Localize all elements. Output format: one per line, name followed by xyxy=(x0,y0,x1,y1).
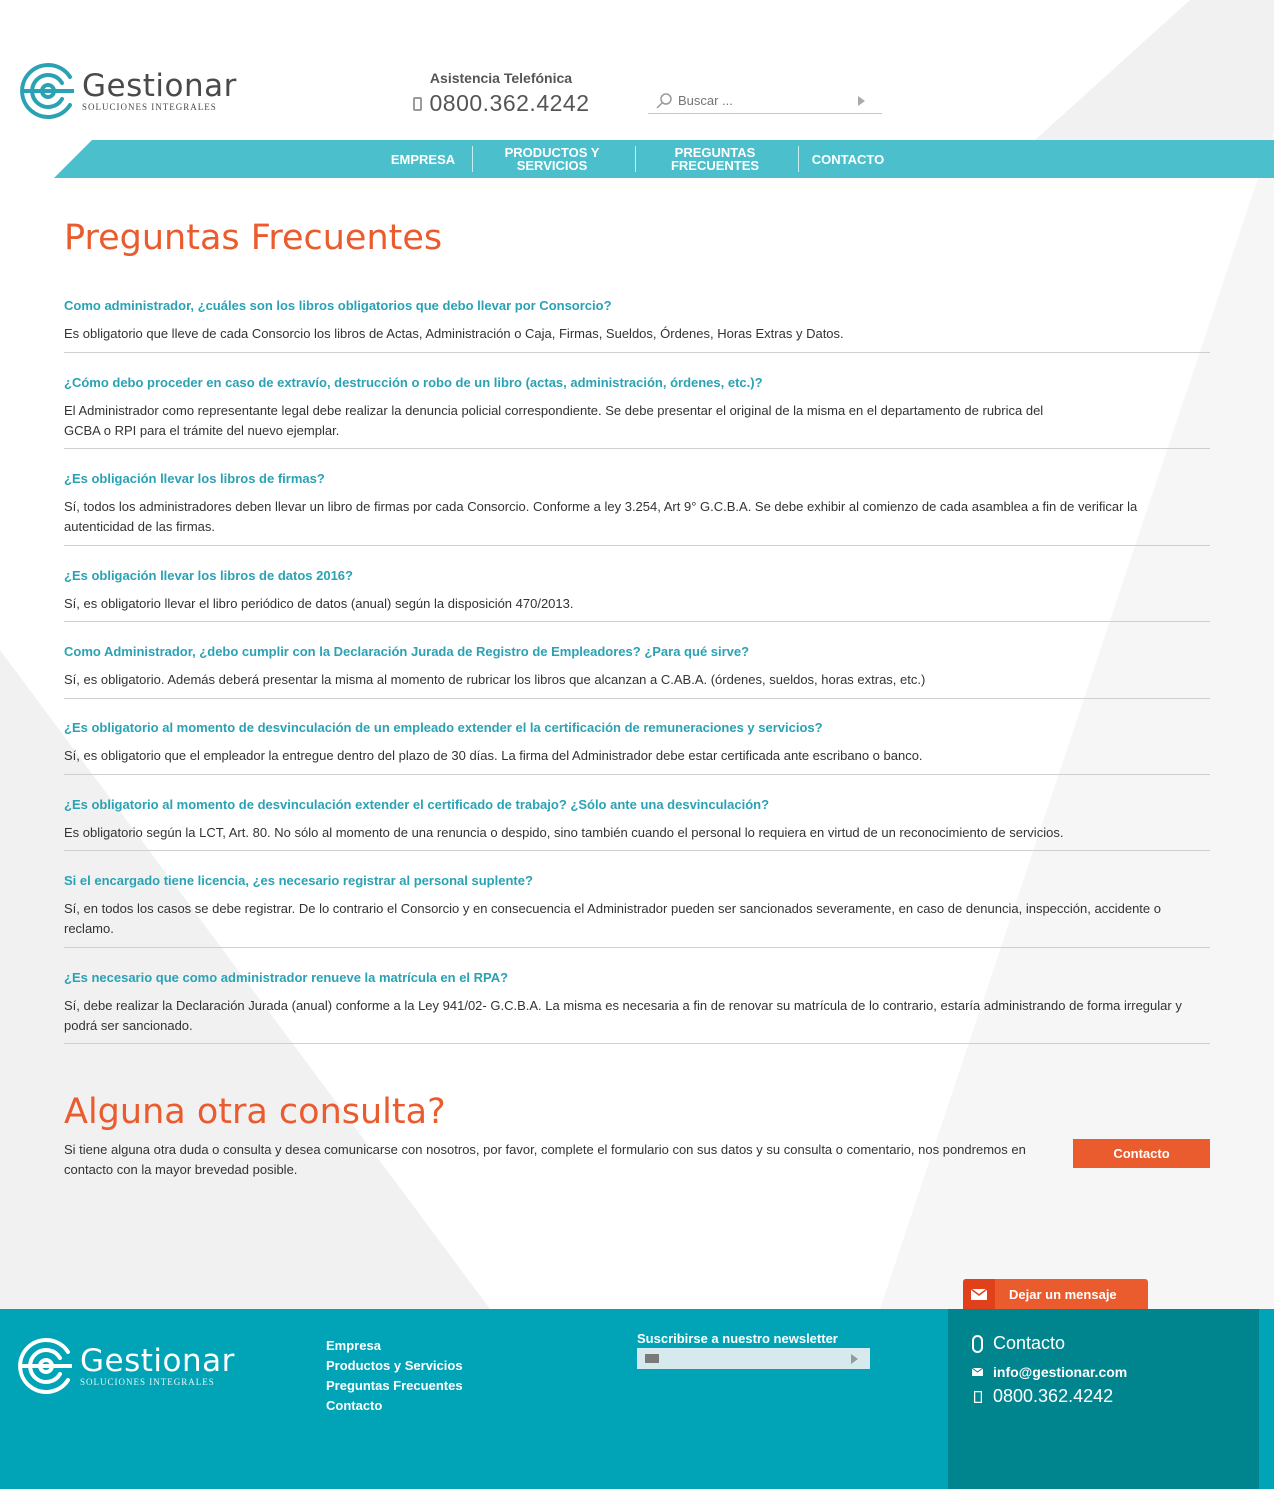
faq-answer: Sí, todos los administradores deben llevar un libro de firmas por cada Consorcio. Conforme a ley 3.254, Art 9° G.C.B.A. Se debe exhibir al comienzo de cada asamblea a fin de verificar la autenticidad de las firmas. xyxy=(64,499,1138,534)
faq-answer: Es obligatorio según la LCT, Art. 80. No sólo al momento de una renuncia o despido, sino también cuando el personal lo requiera en virtud de un reconocimiento de servicios. xyxy=(64,825,1064,840)
logo-name: Gestionar xyxy=(82,68,237,104)
phone-icon xyxy=(972,1391,983,1403)
search-bar xyxy=(648,88,882,114)
newsletter-label: Suscribirse a nuestro newsletter xyxy=(637,1331,838,1346)
consulta-text: Si tiene alguna otra duda o consulta y desea comunicarse con nosotros, por favor, complete el formulario con sus datos y su consulta o comentario, nos pondremos en contacto con la mayor brevedad posible. xyxy=(64,1142,1026,1177)
footer-contact-phone[interactable]: 0800.362.4242 xyxy=(993,1386,1114,1406)
footer-link-preguntas[interactable]: Preguntas Frecuentes xyxy=(326,1378,463,1393)
faq-item xyxy=(64,470,1210,546)
envelope-icon xyxy=(645,1354,659,1363)
phone-assistance xyxy=(396,70,606,117)
mouse-icon xyxy=(972,1335,983,1353)
gestionar-logo-icon xyxy=(16,1336,76,1396)
faq-answer: Sí, en todos los casos se debe registrar. De lo contrario el Consorcio y en consecuencia el Administrador pueden ser sancionados severamente, en caso de denuncia, inspección, accidente o reclamo. xyxy=(64,901,1161,936)
footer-contact xyxy=(972,1333,1127,1407)
faq-question: ¿Es obligación llevar los libros de datos 2016? xyxy=(64,568,353,583)
faq-answer: Sí, es obligatorio llevar el libro periódico de datos (anual) según la disposición 470/2013. xyxy=(64,596,574,611)
footer-links xyxy=(326,1336,463,1416)
leave-message-label: Dejar un mensaje xyxy=(1009,1286,1117,1302)
faq-item xyxy=(64,643,1210,699)
nav-separator xyxy=(635,146,636,172)
faq-question: Si el encargado tiene licencia, ¿es necesario registrar al personal suplente? xyxy=(64,873,533,888)
leave-message-tab[interactable] xyxy=(963,1279,1148,1309)
nav-item-preguntas[interactable]: PREGUNTAS FRECUENTES xyxy=(670,145,760,173)
faq-question: Como administrador, ¿cuáles son los libros obligatorios que debo llevar por Consorcio? xyxy=(64,298,612,313)
search-submit-icon[interactable] xyxy=(858,96,865,106)
faq-item xyxy=(64,567,1210,622)
faq-item xyxy=(64,796,1210,851)
search-icon xyxy=(654,91,674,111)
newsletter-submit-icon[interactable] xyxy=(851,1354,858,1364)
phone-number[interactable]: 0800.362.4242 xyxy=(429,90,590,116)
envelope-icon xyxy=(963,1279,995,1309)
logo-name: Gestionar xyxy=(80,1343,235,1379)
gestionar-logo-icon xyxy=(18,61,78,121)
footer-contact-email[interactable]: info@gestionar.com xyxy=(993,1364,1128,1380)
main-navigation xyxy=(54,140,1274,178)
faq-item xyxy=(64,719,1210,775)
faq-item xyxy=(64,969,1210,1044)
faq-question: ¿Es obligación llevar los libros de firmas? xyxy=(64,471,325,486)
newsletter-input[interactable] xyxy=(637,1348,870,1369)
contact-button[interactable]: Contacto xyxy=(1073,1139,1210,1168)
phone-icon xyxy=(413,97,422,111)
faq-item xyxy=(64,374,1210,449)
footer-contact-title: Contacto xyxy=(993,1333,1066,1353)
logo-subtitle: SOLUCIONES INTEGRALES xyxy=(82,102,217,112)
nav-item-empresa[interactable]: EMPRESA xyxy=(390,151,456,167)
footer-link-empresa[interactable]: Empresa xyxy=(326,1338,381,1353)
faq-answer: Sí, es obligatorio. Además deberá presentar la misma al momento de rubricar los libros que alcanzan a C.AB.A. (órdenes, sueldos, horas extras, etc.) xyxy=(64,672,926,687)
faq-item xyxy=(64,872,1210,948)
nav-item-contacto[interactable]: CONTACTO xyxy=(811,151,885,167)
newsletter xyxy=(637,1331,871,1369)
page-title: Preguntas Frecuentes xyxy=(64,218,443,258)
faq-answer: Sí, debe realizar la Declaración Jurada (anual) conforme a la Ley 941/02- G.C.B.A. La misma es necesaria a fin de renovar su matrícula de lo contrario, estaría administrando de forma irregular y podrá ser sancionado. xyxy=(64,998,1182,1033)
faq-question: ¿Cómo debo proceder en caso de extravío, destrucción o robo de un libro (actas, administración, órdenes, etc.)? xyxy=(64,375,763,390)
footer-link-productos[interactable]: Productos y Servicios xyxy=(326,1358,463,1373)
consulta-title: Alguna otra consulta? xyxy=(64,1092,446,1132)
faq-item xyxy=(64,297,1210,353)
nav-separator xyxy=(798,146,799,172)
faq-answer: El Administrador como representante legal debe realizar la denuncia policial correspondiente. Se debe presentar el original de la misma en el departamento de rubrica del GCBA o RPI para el trámite del nuevo ejemplar. xyxy=(64,403,1044,438)
faq-answer: Es obligatorio que lleve de cada Consorcio los libros de Actas, Administración o Caja, Firmas, Sueldos, Órdenes, Horas Extras y Datos. xyxy=(64,326,844,341)
nav-separator xyxy=(472,146,473,172)
search-input[interactable] xyxy=(678,93,848,108)
footer-logo[interactable] xyxy=(16,1335,256,1397)
header-logo[interactable] xyxy=(18,60,248,122)
faq-question: ¿Es necesario que como administrador renueve la matrícula en el RPA? xyxy=(64,970,509,985)
logo-subtitle: SOLUCIONES INTEGRALES xyxy=(80,1377,215,1387)
faq-question: ¿Es obligatorio al momento de desvinculación de un empleado extender el la certificación de remuneraciones y servicios? xyxy=(64,720,823,735)
phone-label: Asistencia Telefónica xyxy=(429,70,573,86)
nav-item-productos[interactable]: PRODUCTOS Y SERVICIOS xyxy=(504,145,600,173)
footer-link-contacto[interactable]: Contacto xyxy=(326,1398,383,1413)
email-icon xyxy=(972,1368,983,1376)
faq-question: Como Administrador, ¿debo cumplir con la Declaración Jurada de Registro de Empleadores? ¿Para qué sirve? xyxy=(64,644,750,659)
faq-question: ¿Es obligatorio al momento de desvinculación extender el certificado de trabajo? ¿Sólo ante una desvinculación? xyxy=(64,797,770,812)
faq-answer: Sí, es obligatorio que el empleador la entregue dentro del plazo de 30 días. La firma del Administrador debe estar certificada ante escribano o banco. xyxy=(64,748,923,763)
